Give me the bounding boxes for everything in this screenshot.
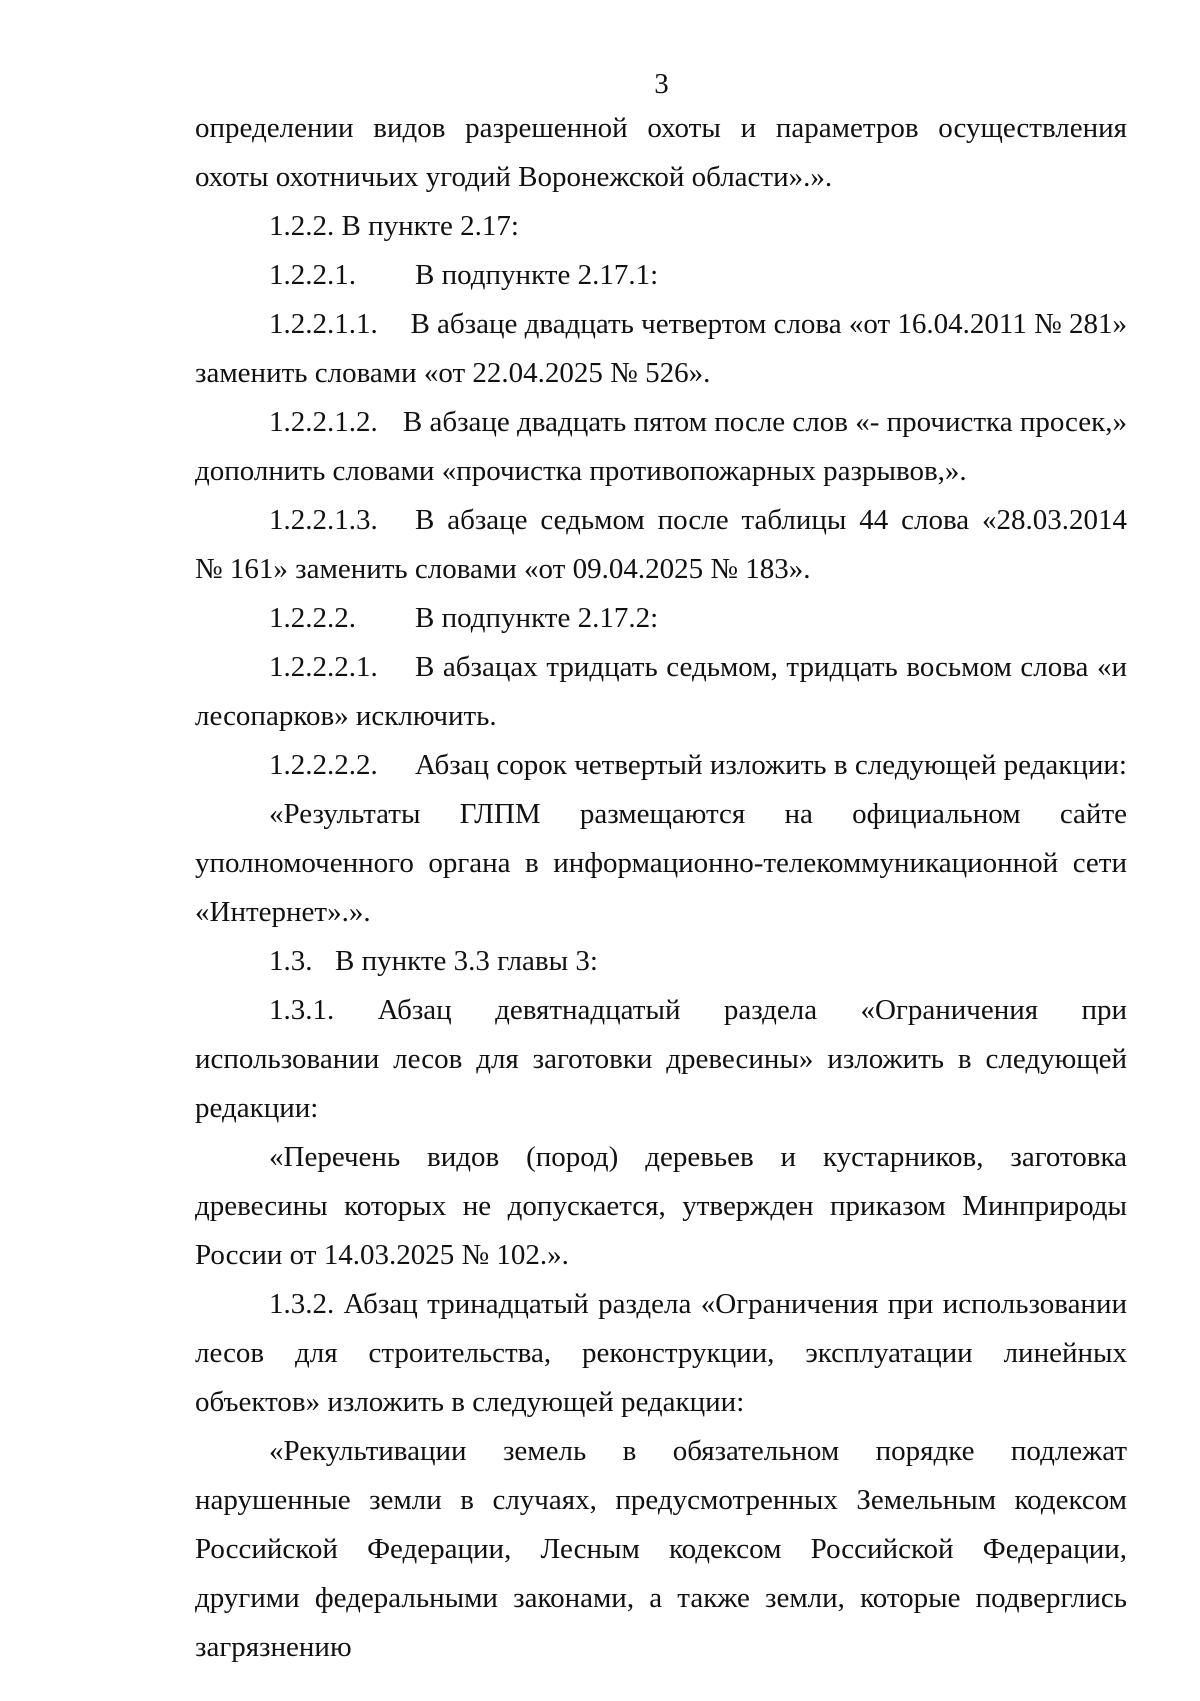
clause-text: В подпункте 2.17.2: — [415, 602, 659, 634]
page-number: 3 — [654, 68, 669, 100]
clause-continuation: лесопарков» исключить. — [195, 700, 497, 732]
clause-text: В пункте 3.3 главы 3: — [335, 945, 598, 977]
clause-number: 1.2.2.1.1. — [269, 308, 378, 340]
paragraph-1-3-1: 1.3.1. Абзац девятнадцатый раздела «Ограничения при использовании лесов для заготовки древесины» изложить в следующей редакции: — [195, 994, 1127, 1124]
clause-text: В абзаце двадцать четвертом слова «от 16.04.2011 № 281» — [410, 308, 1127, 340]
clause-text: Абзац сорок четвертый изложить в следующей редакции: — [415, 749, 1127, 781]
clause-text: В подпункте 2.17.1: — [415, 259, 659, 291]
paragraph-continuation: определении видов разрешенной охоты и параметров осуществления охоты охотничьих угодий Воронежской области».». — [195, 112, 1127, 193]
quoted-text-recultivation: «Рекультивации земель в обязательном порядке подлежат нарушенные земли в случаях, предусмотренных Земельным кодексом Российской Федерации, Лесным кодексом Российской Федерации, другими федеральными законами, а также земли, которые подверглись загрязнению — [195, 1435, 1127, 1663]
clause-number: 1.2.2.1.3. — [269, 504, 378, 536]
clause-text: В абзаце седьмом после таблицы 44 слова «28.03.2014 — [415, 504, 1127, 536]
paragraph-1-2-2: 1.2.2. В пункте 2.17: — [269, 210, 519, 242]
paragraph-1-2-2-1-2 — [195, 398, 1127, 447]
clause-text: В абзацах тридцать седьмом, тридцать восьмом слова «и — [415, 651, 1127, 683]
clause-continuation: заменить словами «от 22.04.2025 № 526». — [195, 357, 711, 389]
paragraph-1-2-2-2 — [195, 594, 1127, 643]
clause-text: В абзаце двадцать пятом после слов «- прочистка просек,» — [402, 406, 1127, 438]
paragraph-1-2-2-1-1 — [195, 300, 1127, 349]
document-body — [195, 104, 1127, 1672]
clause-number: 1.3. — [269, 945, 313, 977]
paragraph-1-2-2-2-1 — [195, 643, 1127, 692]
paragraph-1-3-2: 1.3.2. Абзац тринадцатый раздела «Ограничения при использовании лесов для строительства, реконструкции, эксплуатации линейных объектов» изложить в следующей редакции: — [195, 1288, 1127, 1418]
clause-continuation: № 161» заменить словами «от 09.04.2025 № 183». — [195, 553, 811, 585]
clause-number: 1.2.2.2.2. — [269, 749, 378, 781]
paragraph-1-2-2-1 — [195, 251, 1127, 300]
clause-continuation: дополнить словами «прочистка противопожарных разрывов,». — [195, 455, 967, 487]
paragraph-1-2-2-1-3 — [195, 496, 1127, 545]
clause-number: 1.2.2.2. — [269, 602, 356, 634]
paragraph-1-3 — [195, 937, 1127, 986]
quoted-text-species: «Перечень видов (пород) деревьев и кустарников, заготовка древесины которых не допускается, утвержден приказом Минприроды России от 14.03.2025 № 102.». — [195, 1141, 1127, 1271]
clause-number: 1.2.2.1.2. — [269, 406, 378, 438]
clause-number: 1.2.2.2.1. — [269, 651, 378, 683]
quoted-text-glpm: «Результаты ГЛПМ размещаются на официальном сайте уполномоченного органа в информационно-телекоммуникационной сети «Интернет».». — [195, 798, 1127, 928]
clause-number: 1.2.2.1. — [269, 259, 356, 291]
paragraph-1-2-2-2-2 — [195, 741, 1127, 790]
